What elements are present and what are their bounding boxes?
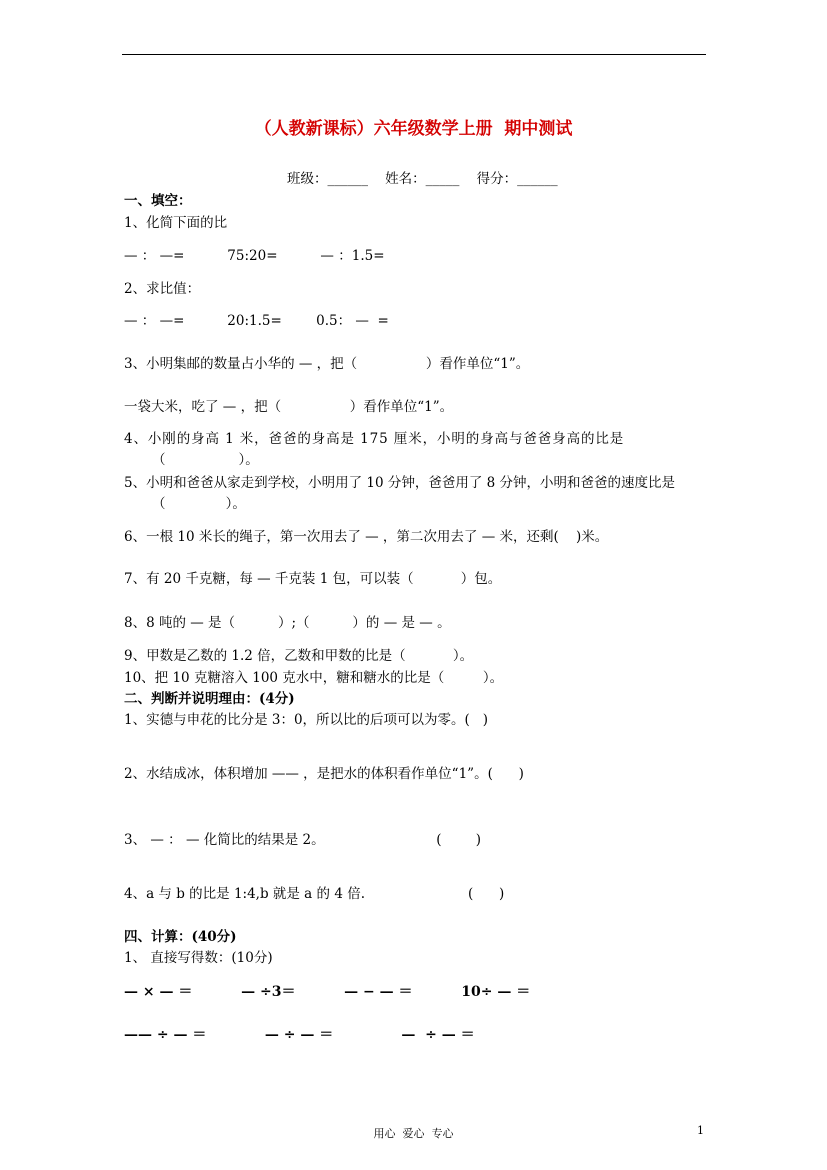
question-1-5-line2: （ ）。 [152, 496, 246, 512]
info-line: 班级：______ 姓名：_____ 得分：______ [287, 171, 558, 187]
section4-heading: 四、计算：(40分) [124, 929, 237, 945]
question-2-3: 3、 — ： — 化简比的结果是 2。 ( ) [124, 832, 482, 848]
question-1-4-line1: 4、小刚的身高 1 米，爸爸的身高是 175 厘米，小明的身高与爸爸身高的比是 [124, 431, 625, 447]
question-2-2: 2、水结成冰，体积增加 —— ，是把水的体积看作单位“1”。( ) [124, 766, 524, 782]
question-1-9: 9、甲数是乙数的 1.2 倍，乙数和甲数的比是（ ）。 [124, 648, 474, 664]
question-1-1: 1、化简下面的比 [124, 215, 228, 231]
question-1-7: 7、有 20 千克糖，每 — 千克装 1 包，可以装（ ）包。 [124, 571, 502, 587]
question-1-4-line2: （ ）。 [152, 452, 259, 468]
question-1-3a: 3、小明集邮的数量占小华的 — ，把（ ）看作单位“1”。 [124, 356, 530, 372]
calc-row-1: — × — ＝ — ÷3＝ — − — ＝ 10÷ — ＝ [124, 984, 531, 1000]
header-rule [122, 54, 706, 55]
page-title: （人教新课标）六年级数学上册 期中测试 [254, 119, 573, 139]
page-footer: 用心 爱心 专心 [373, 1127, 454, 1140]
question-1-10: 10、把 10 克糖溶入 100 克水中，糖和糖水的比是（ ）。 [124, 670, 504, 686]
calc-row-2: —— ÷ — ＝ — ÷ — ＝ — ÷ — ＝ [124, 1027, 475, 1043]
question-1-3b: 一袋大米，吃了 — ，把（ ）看作单位“1”。 [124, 399, 454, 415]
section1-heading: 一、填空： [124, 193, 192, 209]
page-number: 1 [697, 1124, 704, 1137]
question-4-1: 1、 直接写得数：(10分) [124, 950, 273, 966]
question-1-6: 6、一根 10 米长的绳子，第一次用去了 — ，第二次用去了 — 米，还剩( )米。 [124, 529, 609, 545]
question-1-2-exprs: — ： —= 20:1.5= 0.5： — = [124, 313, 389, 329]
question-2-4: 4、a 与 b 的比是 1:4,b 就是 a 的 4 倍. ( ) [124, 886, 505, 902]
question-1-1-exprs: — ： —= 75:20= — ：1.5= [124, 248, 385, 264]
question-1-8: 8、8 吨的 — 是（ ）;（ ）的 — 是 — 。 [124, 615, 451, 631]
question-2-1: 1、实德与申花的比分是 3：0，所以比的后项可以为零。( ) [124, 712, 488, 728]
section2-heading: 二、判断并说明理由：(4分) [124, 691, 295, 707]
question-1-5-line1: 5、小明和爸爸从家走到学校，小明用了 10 分钟，爸爸用了 8 分钟，小明和爸爸的速度比是 [124, 475, 676, 491]
question-1-2: 2、求比值： [124, 281, 201, 297]
